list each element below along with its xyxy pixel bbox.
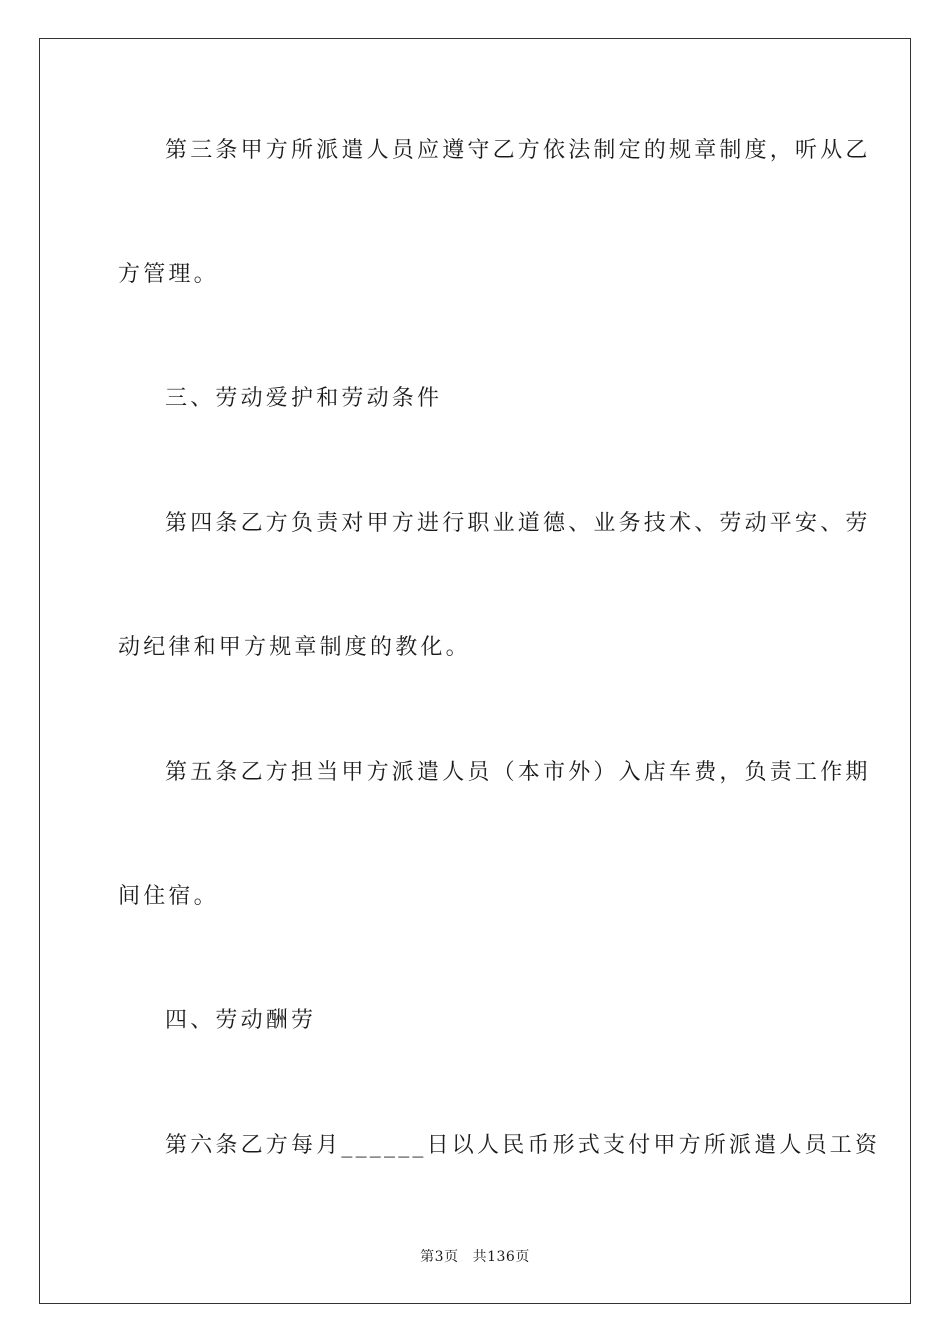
paragraph-article-4-line-1: 第四条乙方负责对甲方进行职业道德、业务技术、劳动平安、劳: [165, 511, 871, 536]
page-number: 第3页: [420, 1249, 459, 1265]
page-footer: [0, 1248, 950, 1266]
page-border: [39, 38, 911, 1304]
paragraph-article-3-line-2: 方管理。: [118, 262, 219, 287]
paragraph-article-3-line-1: 第三条甲方所派遣人员应遵守乙方依法制定的规章制度，听从乙: [165, 138, 871, 163]
paragraph-article-5-line-2: 间住宿。: [118, 884, 219, 909]
paragraph-article-4-line-2: 动纪律和甲方规章制度的教化。: [118, 635, 471, 660]
paragraph-article-5-line-1: 第五条乙方担当甲方派遣人员（本市外）入店车费，负责工作期: [165, 760, 871, 785]
section-heading-4: 四、劳动酬劳: [165, 1008, 317, 1033]
section-heading-3: 三、劳动爱护和劳动条件: [165, 386, 443, 411]
page-total: 共136页: [472, 1249, 530, 1265]
paragraph-article-6-line-1: 第六条乙方每月______日以人民币形式支付甲方所派遣人员工资: [165, 1133, 881, 1158]
